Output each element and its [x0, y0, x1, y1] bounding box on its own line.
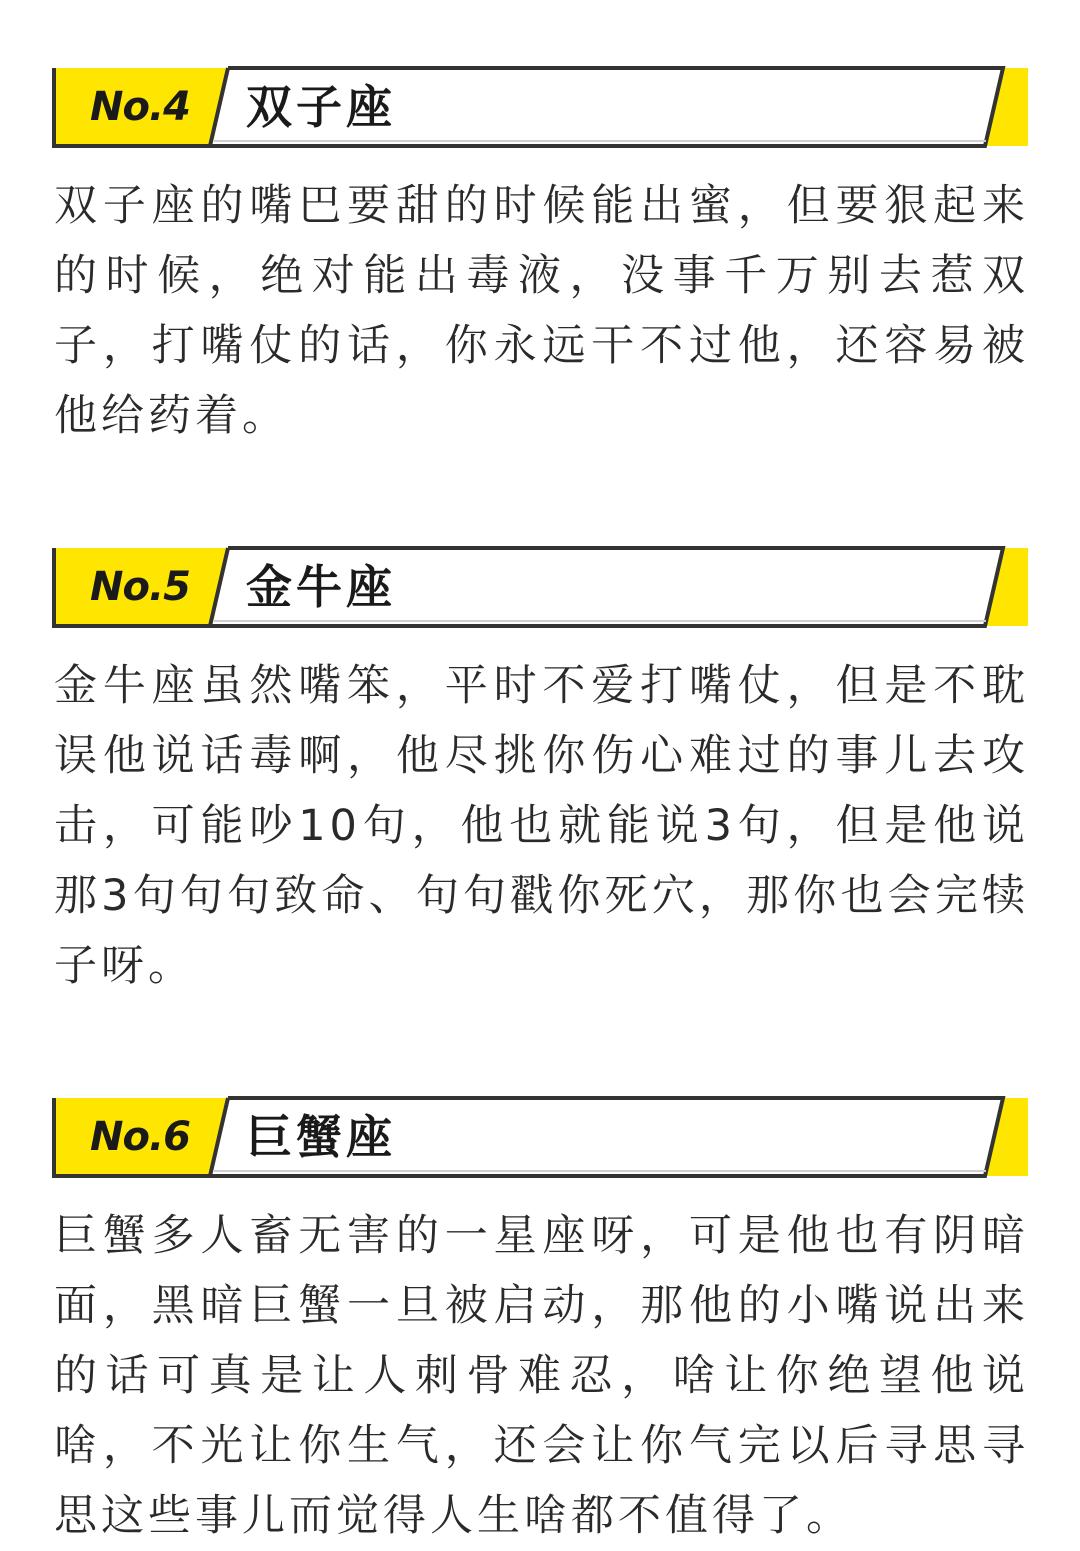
header-right-yellow-accent [985, 68, 1028, 146]
section-number: No.4 [90, 84, 190, 130]
section-header [0, 544, 1080, 630]
section-body-text: 双子座的嘴巴要甜的时候能出蜜，但要狠起来的时候，绝对能出毒液，没事千万别去惹双子，打嘴仗的话，你永远干不过他，还容易被他给药着。 [54, 181, 1029, 441]
sign-title: 金牛座 [246, 560, 396, 614]
header-right-yellow-accent [985, 548, 1028, 626]
sign-title: 双子座 [246, 80, 396, 134]
section-body-text: 金牛座虽然嘴笨，平时不爱打嘴仗，但是不耽误他说话毒啊，他尽挑你伤心难过的事儿去攻击，可能吵10句，他也就能说3句，但是他说那3句句句致命、句句戳你死穴，那你也会完犊子呀。 [54, 661, 1029, 991]
section-cancer [0, 1094, 1080, 1541]
section-body-text: 巨蟹多人畜无害的一星座呀，可是他也有阴暗面，黑暗巨蟹一旦被启动，那他的小嘴说出来的话可真是让人刺骨难忍，啥让你绝望他说啥，不光让你生气，还会让你气完以后寻思寻思这些事儿而觉得人生啥都不值得了。 [54, 1211, 1029, 1541]
section-gemini [0, 64, 1080, 441]
header-right-yellow-accent [985, 1098, 1028, 1176]
sign-title: 巨蟹座 [246, 1110, 396, 1164]
section-header [0, 64, 1080, 150]
section-taurus [0, 544, 1080, 991]
section-header [0, 1094, 1080, 1180]
section-number: No.5 [90, 564, 190, 610]
section-number: No.6 [90, 1114, 190, 1160]
